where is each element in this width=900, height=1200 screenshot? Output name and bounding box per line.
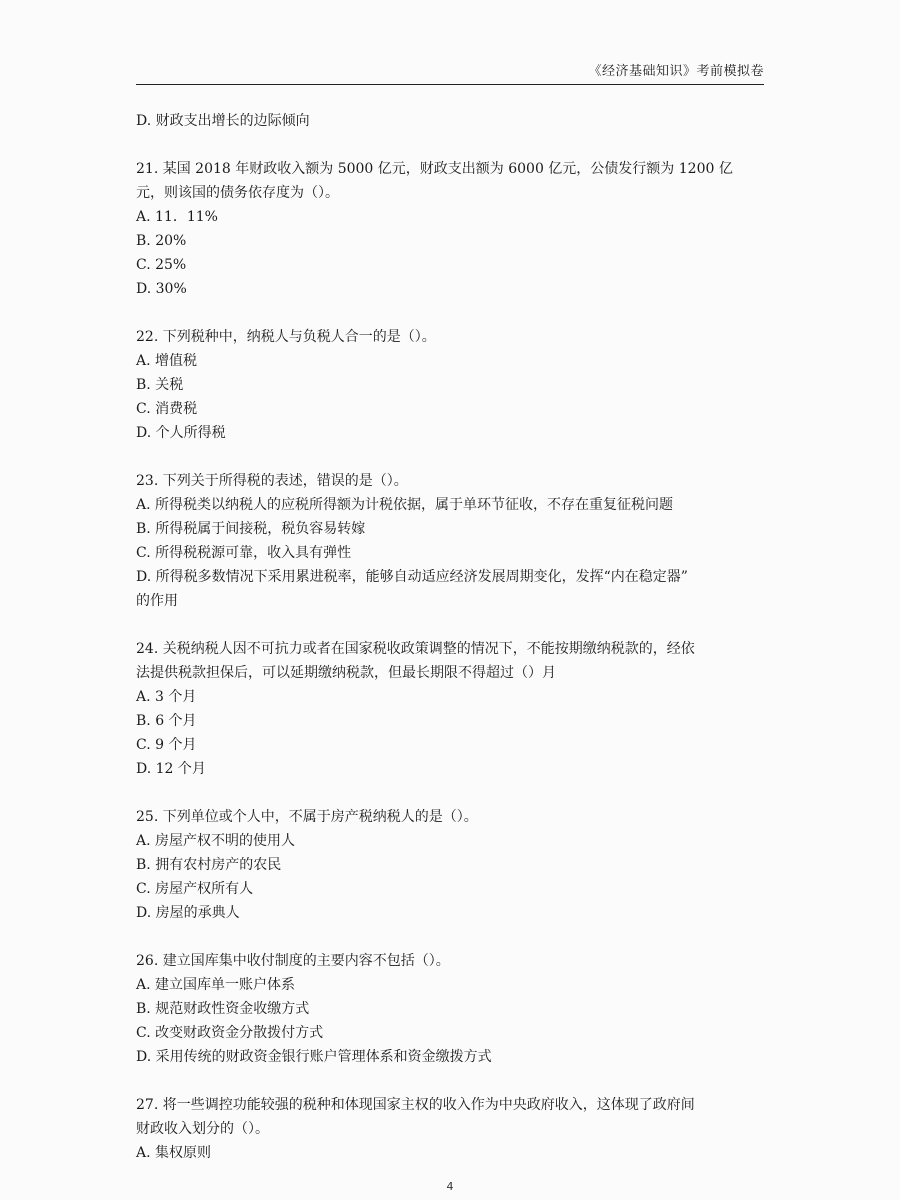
option-a: A. 增值税 [136,353,198,369]
question-stem-line: 22. 下列税种中，纳税人与负税人合一的是（）。 [136,329,436,345]
question-stem-line: 21. 某国 2018 年财政收入额为 5000 亿元，财政支出额为 6000 亿元，公债发行额为 1200 亿 [136,161,733,177]
option-b: B. 拥有农村房产的农民 [136,857,282,873]
option-b: B. 20% [136,233,187,249]
option-a: A. 所得税类以纳税人的应税所得额为计税依据，属于单环节征收，不存在重复征税问题 [136,497,674,513]
spacer [136,301,768,325]
option-c: C. 消费税 [136,401,198,417]
question-21 [136,157,768,301]
option-b: B. 关税 [136,377,184,393]
question-stem-line: 法提供税款担保后，可以延期缴纳税款，但最长期限不得超过（）月 [136,665,556,681]
option-a: A. 建立国库单一账户体系 [136,977,296,993]
option-d: D. 房屋的承典人 [136,905,240,921]
option-d: D. 12 个月 [136,761,206,777]
spacer [136,781,768,805]
question-27 [136,1093,768,1165]
option-a: A. 房屋产权不明的使用人 [136,833,296,849]
question-stem-line: 25. 下列单位或个人中，不属于房产税纳税人的是（）。 [136,809,478,825]
option-d: D. 采用传统的财政资金银行账户管理体系和资金缴拨方式 [136,1049,492,1065]
question-stem-line: 26. 建立国库集中收付制度的主要内容不包括（）。 [136,953,450,969]
option-b: B. 规范财政性资金收缴方式 [136,1001,310,1017]
option-d: D. 个人所得税 [136,425,226,441]
page-header [136,62,764,85]
option-c: C. 房屋产权所有人 [136,881,254,897]
option-c: C. 9 个月 [136,737,197,753]
question-stem-line: 财政收入划分的（）。 [136,1121,269,1137]
spacer [136,925,768,949]
question-stem-line: 元，则该国的债务依存度为（）。 [136,185,339,201]
option-b: B. 所得税属于间接税，税负容易转嫁 [136,521,366,537]
option-d: D. 30% [136,281,187,297]
option-c: C. 改变财政资金分散拨付方式 [136,1025,324,1041]
option-c: C. 所得税税源可靠，收入具有弹性 [136,545,352,561]
question-stem-line: 27. 将一些调控功能较强的税种和体现国家主权的收入作为中央政府收入，这体现了政府间 [136,1097,695,1113]
option-d: D. 所得税多数情况下采用累进税率，能够自动适应经济发展周期变化，发挥“内在稳定器” [136,569,688,585]
spacer [136,1069,768,1093]
question-24 [136,637,768,781]
question-22 [136,325,768,445]
question-23 [136,469,768,613]
spacer [136,133,768,157]
header-title: 《经济基础知识》考前模拟卷 [588,64,764,79]
option-a: A. 3 个月 [136,689,197,705]
page-number: 4 [446,1180,454,1193]
lead-option: D. 财政支出增长的边际倾向 [136,113,310,129]
question-stem-line: 23. 下列关于所得税的表述，错误的是（）。 [136,473,408,489]
spacer [136,445,768,469]
option-c: C. 25% [136,257,187,273]
spacer [136,613,768,637]
question-25 [136,805,768,925]
question-26 [136,949,768,1069]
option-b: B. 6 个月 [136,713,197,729]
question-stem-line: 24. 关税纳税人因不可抗力或者在国家税收政策调整的情况下，不能按期缴纳税款的，经依 [136,641,695,657]
option-a: A. 集权原则 [136,1145,212,1161]
option-d-continuation: 的作用 [136,593,178,609]
page-content [136,109,768,1165]
option-a: A. 11．11% [136,209,218,225]
